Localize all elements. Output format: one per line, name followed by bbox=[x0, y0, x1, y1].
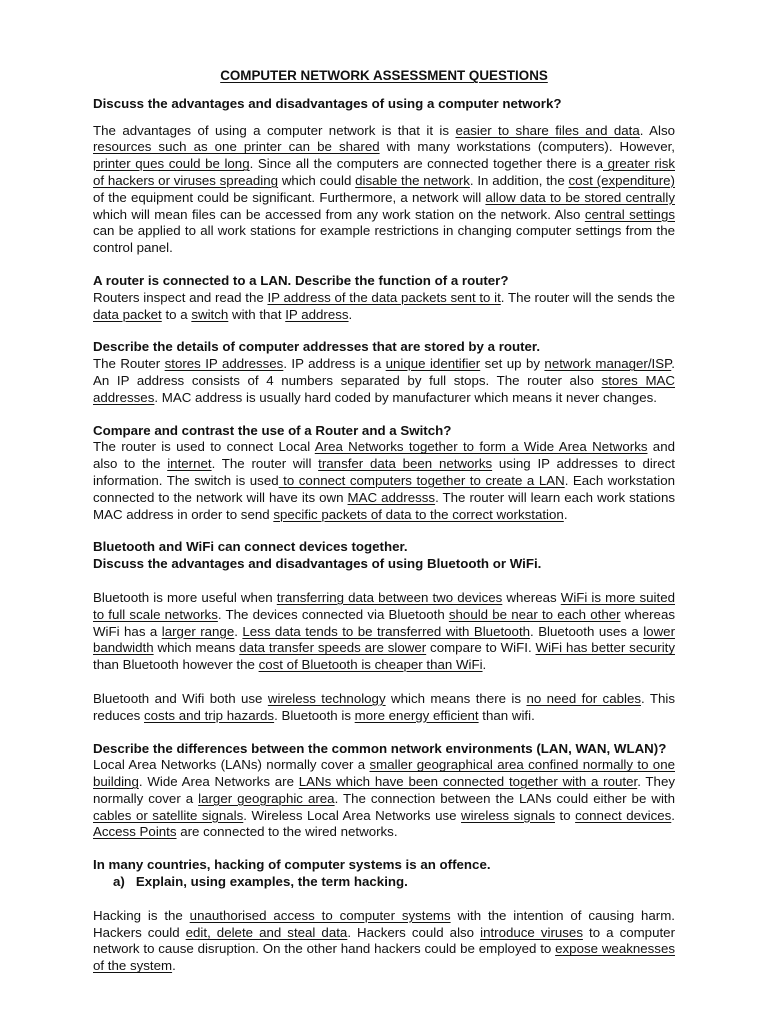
underlined-keyphrase: larger range bbox=[161, 623, 235, 639]
text-run: whereas bbox=[502, 589, 561, 605]
underlined-keyphrase: easier to share files and data bbox=[455, 122, 640, 138]
text-run: . This reduces bbox=[93, 690, 675, 723]
underlined-keyphrase: printer ques could be long bbox=[93, 156, 250, 172]
underlined-keyphrase: expose weaknesses of the system bbox=[93, 941, 675, 974]
text-run: . bbox=[348, 306, 353, 322]
answer-paragraph bbox=[93, 908, 675, 975]
answer-paragraph bbox=[93, 290, 675, 324]
text-run: Bluetooth and Wifi both use bbox=[93, 690, 268, 706]
text-run: Bluetooth is more useful when bbox=[93, 589, 277, 605]
underlined-keyphrase: cost (expenditure) bbox=[568, 172, 675, 188]
underlined-keyphrase: stores MAC addresses bbox=[93, 372, 675, 405]
text-run: to bbox=[554, 807, 576, 823]
underlined-keyphrase: data packet bbox=[93, 306, 162, 322]
answer-paragraph bbox=[93, 757, 675, 841]
text-run: with many workstations (computers). However, bbox=[379, 139, 675, 155]
text-run: . Each workstation connected to the network will have its own bbox=[93, 472, 675, 505]
question-heading: Bluetooth and WiFi can connect devices together. bbox=[93, 539, 408, 555]
page-title: COMPUTER NETWORK ASSESSMENT QUESTIONS bbox=[220, 68, 548, 83]
underlined-keyphrase: costs and trip hazards bbox=[144, 707, 275, 723]
underlined-keyphrase: IP address bbox=[285, 306, 349, 322]
text-run: . Also bbox=[639, 122, 675, 138]
text-run: set up by bbox=[480, 356, 545, 372]
text-run: of the equipment could be significant. Furthermore, a network will bbox=[93, 189, 486, 205]
underlined-keyphrase: cost of Bluetooth is cheaper than WiFi bbox=[258, 657, 483, 673]
underlined-keyphrase: transferring data between two devices bbox=[276, 589, 503, 605]
text-run: . The devices connected via Bluetooth bbox=[217, 606, 449, 622]
text-run: . The router will bbox=[211, 456, 319, 472]
text-run: . bbox=[234, 623, 243, 639]
question-heading: In many countries, hacking of computer systems is an offence. bbox=[93, 857, 491, 873]
underlined-keyphrase: stores IP addresses bbox=[164, 356, 284, 372]
underlined-keyphrase: introduce viruses bbox=[480, 924, 583, 940]
text-run: . Since all the computers are connected together there is a bbox=[249, 156, 603, 172]
question-heading: Discuss the advantages and disadvantages of using a computer network? bbox=[93, 95, 562, 111]
text-run: The router is used to connect Local bbox=[93, 439, 315, 455]
underlined-keyphrase: wireless signals bbox=[461, 807, 555, 823]
text-run: . They normally cover a bbox=[93, 774, 675, 806]
text-run: . The connection between the LANs could either be with bbox=[334, 790, 675, 806]
underlined-keyphrase: smaller geographical area confined normally to one building bbox=[93, 757, 675, 790]
question-heading: Discuss the advantages and disadvantages of using Bluetooth or WiFi. bbox=[93, 556, 542, 572]
text-run: . The router will learn each work stations MAC address in order to send bbox=[93, 489, 675, 522]
underlined-keyphrase: unique identifier bbox=[385, 356, 481, 372]
answer-paragraph bbox=[93, 439, 675, 523]
text-run: compare to WiFI. bbox=[426, 640, 536, 656]
text-run: Hacking is the bbox=[93, 907, 190, 923]
text-run: whereas WiFi has a bbox=[93, 606, 675, 639]
answer-paragraph bbox=[93, 590, 675, 674]
text-run: . Hackers could also bbox=[347, 924, 481, 940]
text-run: Local Area Networks (LANs) normally cover a bbox=[93, 757, 370, 773]
underlined-keyphrase: Access Points bbox=[93, 824, 177, 840]
underlined-keyphrase: disable the network bbox=[355, 172, 470, 188]
text-run: which means there is bbox=[385, 690, 527, 706]
underlined-keyphrase: Less data tends to be transferred with Bluetooth bbox=[242, 623, 531, 639]
underlined-keyphrase: connect devices bbox=[575, 807, 672, 823]
underlined-keyphrase: central settings bbox=[584, 206, 675, 222]
text-run: The advantages of using a computer network is that it is bbox=[93, 122, 456, 138]
text-run: . Wide Area Networks are bbox=[138, 774, 299, 790]
underlined-keyphrase: no need for cables bbox=[526, 690, 641, 706]
text-run: . In addition, the bbox=[469, 172, 569, 188]
text-run: . An IP address consists of 4 numbers separated by full stops. The router also bbox=[93, 356, 675, 388]
underlined-keyphrase: LANs which have been connected together with a router bbox=[298, 774, 638, 790]
underlined-keyphrase: IP address of the data packets sent to it bbox=[267, 289, 501, 305]
answer-paragraph bbox=[93, 691, 675, 725]
text-run: with the intention of causing harm. Hackers could bbox=[93, 907, 675, 940]
text-run: . MAC address is usually hard coded by manufacturer which means it never changes. bbox=[154, 389, 657, 405]
question-heading: Compare and contrast the use of a Router and a Switch? bbox=[93, 422, 452, 438]
question-heading: Describe the details of computer addresses that are stored by a router. bbox=[93, 339, 541, 355]
underlined-keyphrase: specific packets of data to the correct workstation bbox=[273, 506, 564, 522]
text-run: . bbox=[172, 958, 176, 974]
text-run: using IP addresses to direct information. The switch is used bbox=[93, 456, 675, 488]
text-run: which will mean files can be accessed from any work station on the network. Also bbox=[93, 206, 585, 222]
sub-question: a) Explain, using examples, the term hacking. bbox=[113, 874, 408, 890]
text-run: Routers inspect and read the bbox=[93, 289, 268, 305]
underlined-keyphrase: network manager/ISP bbox=[544, 356, 672, 372]
text-run: . Wireless Local Area Networks use bbox=[243, 807, 462, 823]
underlined-keyphrase: cables or satellite signals bbox=[93, 807, 244, 823]
text-run: than wifi. bbox=[478, 707, 535, 723]
underlined-keyphrase: wireless technology bbox=[267, 690, 386, 706]
document-content bbox=[93, 68, 675, 975]
underlined-keyphrase: unauthorised access to computer systems bbox=[189, 907, 451, 923]
underlined-keyphrase: resources such as one printer can be shared bbox=[93, 139, 380, 155]
text-run: . Bluetooth uses a bbox=[530, 623, 644, 639]
text-run: . The router will the sends the bbox=[500, 289, 675, 305]
underlined-keyphrase: WiFi has better security bbox=[535, 640, 675, 656]
underlined-keyphrase: data transfer speeds are slower bbox=[239, 640, 427, 656]
answer-paragraph bbox=[93, 356, 675, 406]
text-run: . Bluetooth is bbox=[274, 707, 355, 723]
answer-paragraph bbox=[93, 123, 675, 257]
text-run: with that bbox=[228, 306, 286, 322]
text-run: which means bbox=[153, 640, 240, 656]
question-heading: Describe the differences between the common network environments (LAN, WAN, WLAN)? bbox=[93, 740, 667, 756]
text-run: The Router bbox=[93, 356, 165, 372]
text-run: and also to the bbox=[93, 439, 675, 472]
underlined-keyphrase: WiFi is more suited to full scale networks bbox=[93, 589, 675, 622]
text-run: which could bbox=[278, 172, 356, 188]
underlined-keyphrase: transfer data been networks bbox=[318, 456, 493, 472]
underlined-keyphrase: larger geographic area bbox=[198, 790, 335, 806]
underlined-keyphrase: edit, delete and steal data bbox=[185, 924, 348, 940]
underlined-keyphrase: more energy efficient bbox=[354, 707, 479, 723]
text-run: . bbox=[671, 807, 675, 823]
text-run: to a bbox=[161, 306, 192, 322]
text-run: . bbox=[482, 657, 487, 673]
underlined-keyphrase: Area Networks together to form a Wide Area Networks bbox=[314, 439, 648, 455]
underlined-keyphrase: internet bbox=[167, 456, 212, 472]
underlined-keyphrase: greater risk of hackers or viruses spreading bbox=[93, 156, 675, 188]
underlined-keyphrase: switch bbox=[191, 306, 229, 322]
text-run: . bbox=[563, 506, 568, 522]
text-run: to a computer network to cause disruption. On the other hand hackers could be employed to bbox=[93, 924, 675, 957]
underlined-keyphrase: to connect computers together to create a LAN bbox=[278, 472, 565, 488]
underlined-keyphrase: lower bandwidth bbox=[93, 623, 675, 656]
underlined-keyphrase: allow data to be stored centrally bbox=[485, 189, 675, 205]
question-heading: A router is connected to a LAN. Describe the function of a router? bbox=[93, 272, 509, 288]
text-run: . IP address is a bbox=[283, 356, 386, 372]
text-run: are connected to the wired networks. bbox=[176, 824, 398, 840]
text-run: than Bluetooth however the bbox=[93, 657, 259, 673]
text-run: can be applied to all work stations for example restrictions in changing computer settings from the control panel. bbox=[93, 223, 675, 256]
underlined-keyphrase: MAC addresss bbox=[347, 489, 436, 505]
underlined-keyphrase: should be near to each other bbox=[448, 606, 621, 622]
